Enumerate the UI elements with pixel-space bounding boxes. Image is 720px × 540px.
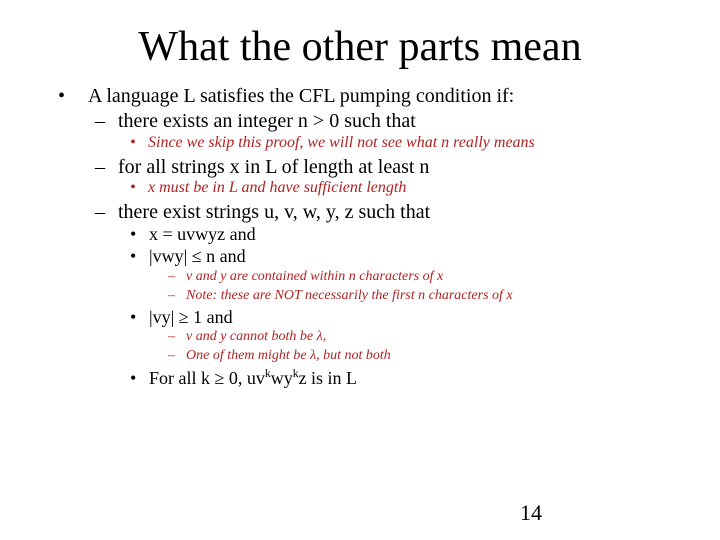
sub-point-strings-text: for all strings x in L of length at least n: [118, 156, 430, 178]
dash-icon: –: [95, 156, 105, 178]
item-vwy-bound: [130, 245, 246, 267]
dash-icon: –: [168, 348, 175, 363]
item-pumping-pre: For all k ≥ 0, uv: [149, 368, 265, 388]
note-sufficient-length: [130, 178, 406, 198]
note-one-might-be-lambda: [168, 347, 391, 365]
dash-icon: –: [168, 269, 175, 284]
main-bullet-line: [58, 84, 514, 108]
bullet-icon: •: [58, 85, 66, 107]
item-pumping-mid: wy: [270, 368, 293, 388]
item-vwy-bound-text: |vwy| ≤ n and: [149, 246, 246, 266]
superscript-k: k: [292, 367, 299, 380]
note-within-n: [168, 268, 443, 286]
note-not-both-lambda: [168, 328, 326, 346]
bullet-icon: •: [130, 224, 137, 244]
bullet-icon: •: [130, 179, 136, 196]
dash-icon: –: [168, 329, 175, 344]
item-vy-bound: [130, 306, 233, 328]
note-skip-proof-text: Since we skip this proof, we will not see what n really means: [148, 134, 535, 151]
dash-icon: –: [95, 201, 105, 223]
bullet-icon: •: [130, 246, 137, 266]
sub-point-integer: [95, 109, 416, 133]
sub-point-strings: [95, 155, 429, 179]
slide-title: What the other parts mean: [138, 24, 582, 70]
note-sufficient-length-text: x must be in L and have sufficient length: [148, 179, 407, 196]
superscript-k: k: [264, 367, 271, 380]
note-not-first-n: [168, 287, 513, 305]
page-number: 14: [520, 500, 542, 525]
item-pumping: [130, 367, 357, 389]
item-pumping-post: z is in L: [298, 368, 358, 388]
note-skip-proof: [130, 133, 535, 153]
main-bullet-text: A language L satisfies the CFL pumping condition if:: [88, 85, 515, 107]
note-within-n-text: v and y are contained within n characters of x: [186, 269, 444, 284]
sub-point-integer-text: there exists an integer n > 0 such that: [118, 110, 416, 132]
item-x-equals-text: x = uvwyz and: [149, 224, 256, 244]
sub-point-exist-strings-text: there exist strings u, v, w, y, z such that: [118, 201, 431, 223]
item-x-equals: [130, 223, 256, 245]
note-one-might-be-lambda-text: One of them might be λ, but not both: [186, 348, 391, 363]
sub-point-exist-strings: [95, 200, 430, 224]
bullet-icon: •: [130, 368, 137, 388]
bullet-icon: •: [130, 134, 136, 151]
note-not-first-n-text: Note: these are NOT necessarily the first n characters of x: [186, 288, 513, 303]
bullet-icon: •: [130, 307, 137, 327]
dash-icon: –: [168, 288, 175, 303]
item-vy-bound-text: |vy| ≥ 1 and: [149, 307, 233, 327]
note-not-both-lambda-text: v and y cannot both be λ,: [186, 329, 327, 344]
dash-icon: –: [95, 110, 105, 132]
